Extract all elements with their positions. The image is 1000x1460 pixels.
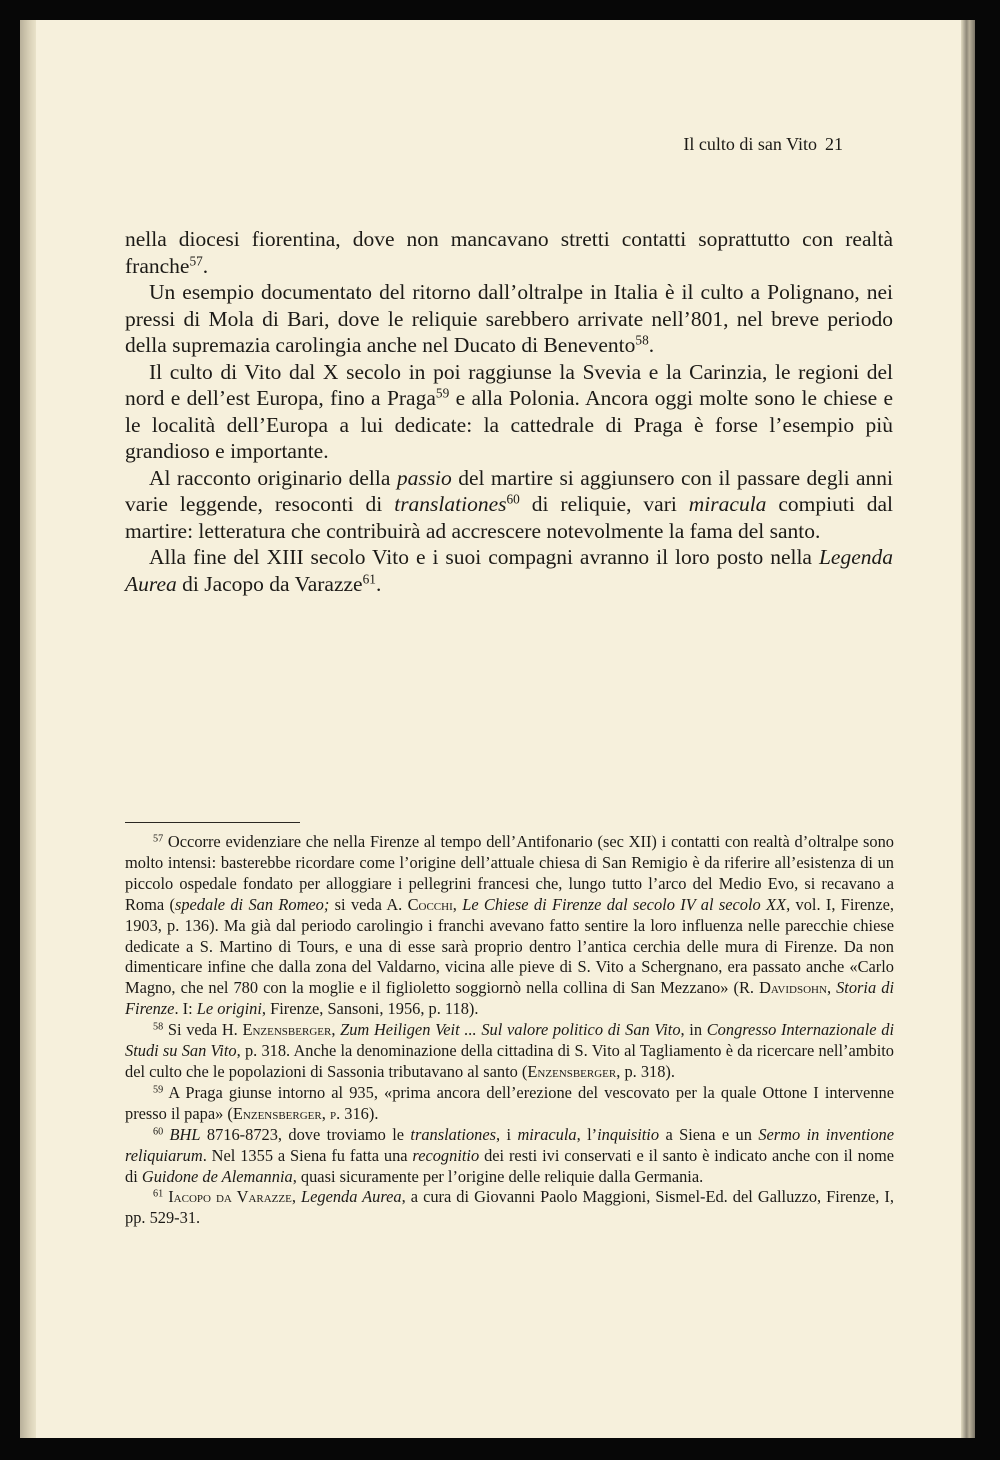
- footnote-separator: [125, 822, 300, 823]
- footnote-59: $^{59}$ A Praga giunse intorno al 935, «prima ancora dell’erezione del vescovato per la quale Ottone I intervenne presso il papa» (Enzensberger, p. 316).: [125, 1082, 894, 1123]
- running-head: [20, 133, 843, 155]
- main-text: [125, 226, 893, 597]
- footnote-57: $^{57}$ Occorre evidenziare che nella Firenze al tempo dell’Antifonario (sec XII) i contatti con realtà d’oltralpe sono molto intensi: basterebbe ricordare come l’origine dell’attuale chiesa di San Remigio è da riferire all’esistenza di un piccolo ospedale fondato per alloggiare i pellegrini francesi che, lungo tutto l’arco del Medio Evo, si recavano a Roma (spedale di San Romeo; si veda A. Cocchi, Le Chiese di Firenze dal secolo IV al secolo XX, vol. I, Firenze, 1903, p. 136). Ma già dal periodo carolingio i franchi avevano fatto sentire la loro influenza nelle parecchie chiese dedicate a S. Martino di Tours, e una di esse sarà proprio dentro l’antica cerchia delle mura di Firenze. Da non dimenticare infine che dalla zona del Valdarno, vicina alle pieve di S. Vito a Schergnano, era passato anche «Carlo Magno, che nel 780 con la moglie e il figlioletto soggiornò nella collina di San Mezzano» (R. Davidsohn, Storia di Firenze. I: Le origini, Firenze, Sansoni, 1956, p. 118).: [125, 832, 895, 1019]
- previous-page-edge: [20, 20, 36, 1438]
- footnote-number: 59: [153, 1084, 164, 1096]
- footnotes: [125, 832, 894, 1229]
- footnote-number: 57: [153, 833, 164, 845]
- footnote-number: 61: [153, 1188, 164, 1200]
- running-head-title: Il culto di san Vito: [683, 134, 817, 154]
- page-stack-edge: [961, 20, 975, 1438]
- paragraph: Un esempio documentato del ritorno dall’oltralpe in Italia è il culto a Polignano, nei pressi di Mola di Bari, dove le reliquie sarebbero arrivate nell’801, nel breve periodo della supremazia carolingia anche nel Ducato di Benevento$^{58}$.: [125, 280, 893, 357]
- footnote-ref: 60: [506, 491, 520, 507]
- footnote-61: $^{61}$ Iacopo da Varazze, Legenda Aurea, a cura di Giovanni Paolo Maggioni, Sismel-Ed. del Galluzzo, Firenze, I, pp. 529-31.: [125, 1187, 894, 1228]
- footnote-58: $^{58}$ Si veda H. Enzensberger, Zum Heiligen Veit ... Sul valore politico di San Vito, in Congresso Internazionale di Studi su San Vito, p. 318. Anche la denominazione della cittadina di S. Vito al Tagliamento è da ricercare nell’ambito del culto che le popolazioni di Sassonia tributavano al santo (Enzensberger, p. 318).: [125, 1020, 894, 1081]
- paragraph: nella diocesi fiorentina, dove non mancavano stretti contatti soprattutto con realtà franche$^{57}$.: [125, 227, 893, 278]
- footnote-ref: 59: [435, 385, 450, 401]
- paragraph: Il culto di Vito dal X secolo in poi raggiunse la Svevia e la Carinzia, le regioni del nord e dell’est Europa, fino a Praga$^{59}$ e alla Polonia. Ancora oggi molte sono le chiese e le località dell’Europa a lui dedicate: la cattedrale di Praga è forse l’esempio più grandioso e importante.: [125, 359, 893, 463]
- footnote-ref: 57: [189, 253, 203, 269]
- footnote-ref: 58: [635, 332, 649, 348]
- footnote-60: $^{60}$ BHL 8716-8723, dove troviamo le translationes, i miracula, l’inquisitio a Siena e un Sermo in inventione reliquiarum. Nel 1355 a Siena fu fatta una recognitio dei resti ivi conservati e il santo è indicato anche con il nome di Guidone de Alemannia, quasi sicuramente per l’origine delle reliquie dalla Germania.: [125, 1124, 894, 1186]
- footnote-number: 60: [153, 1126, 164, 1138]
- book-page: [20, 20, 975, 1438]
- footnote-number: 58: [153, 1021, 164, 1033]
- footnote-ref: 61: [362, 571, 376, 587]
- paragraph: Al racconto originario della passio del martire si aggiunsero con il passare degli anni varie leggende, resoconti di translationes$^{60}$ di reliquie, vari miracula compiuti dal martire: letteratura che contribuirà ad accrescere notevolmente la fama del santo.: [125, 465, 893, 543]
- page-number: 21: [825, 134, 843, 154]
- paragraph: Alla fine del XIII secolo Vito e i suoi compagni avranno il loro posto nella Legenda Aurea di Jacopo da Varazze$^{61}$.: [125, 545, 893, 596]
